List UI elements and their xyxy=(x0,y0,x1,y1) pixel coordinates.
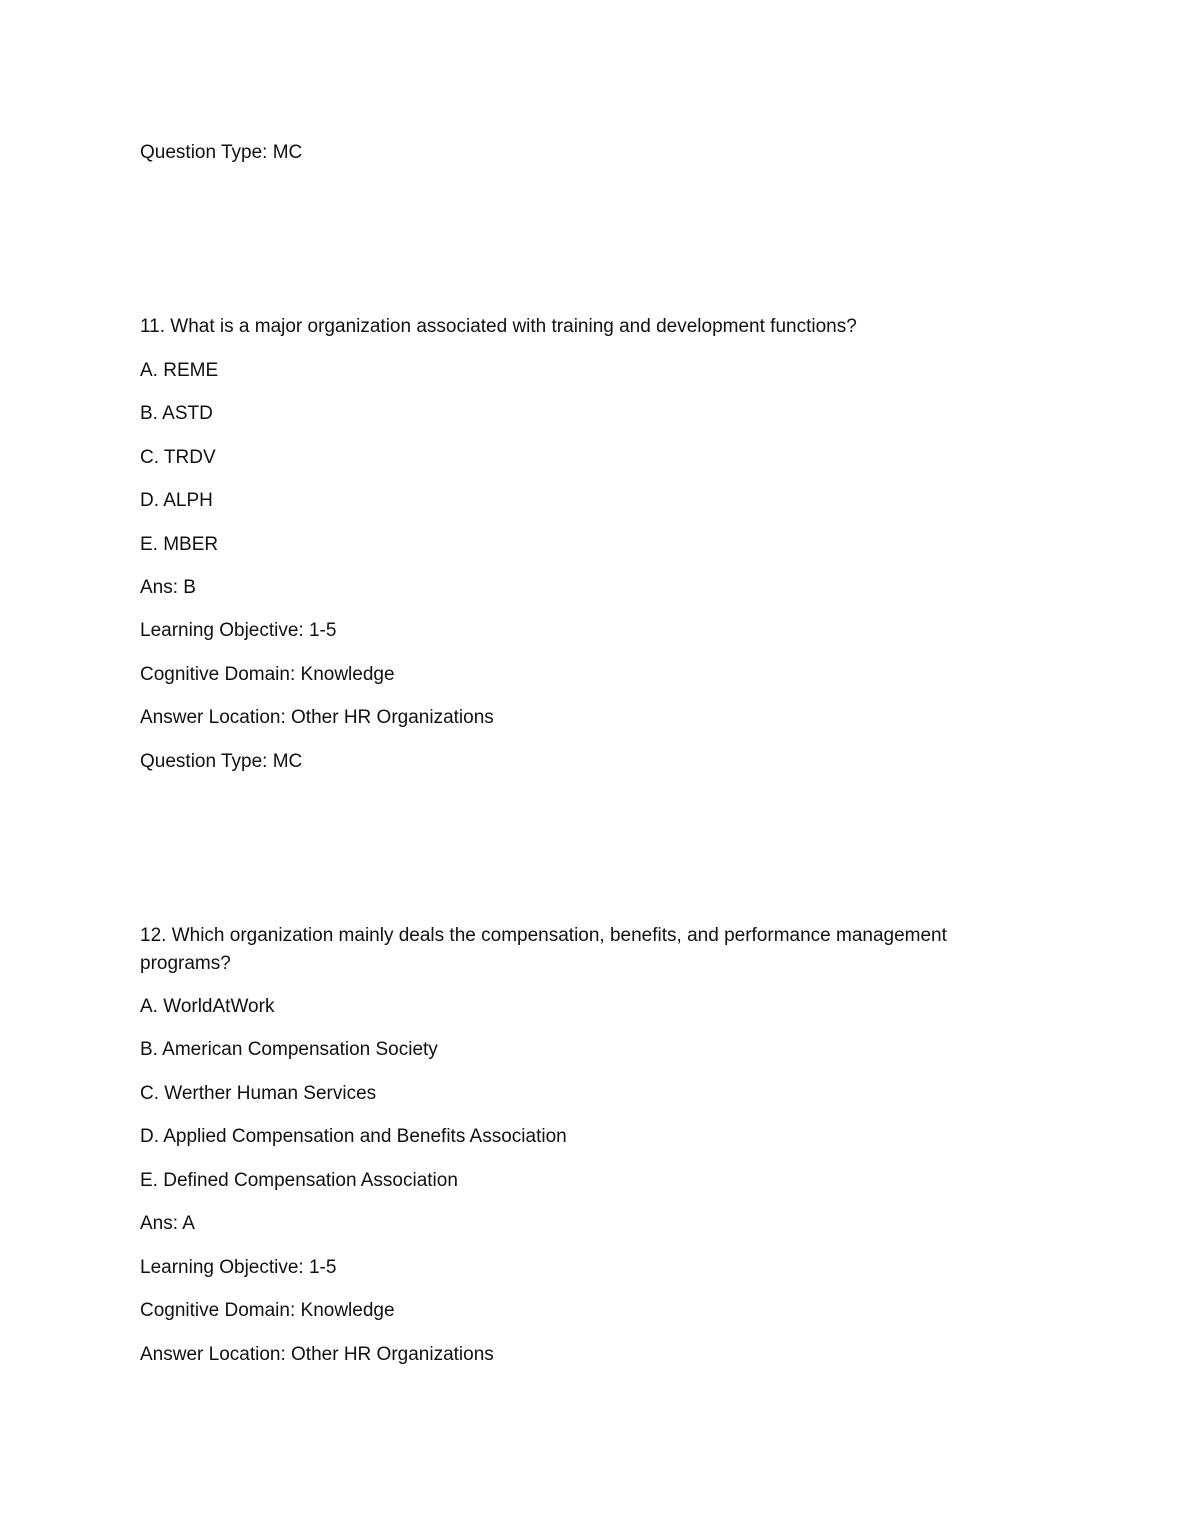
option-c: C. TRDV xyxy=(140,447,216,468)
answer-location: Answer Location: Other HR Organizations xyxy=(140,1344,494,1365)
option-c: C. Werther Human Services xyxy=(140,1083,377,1104)
cognitive-domain: Cognitive Domain: Knowledge xyxy=(140,1300,395,1321)
option-a: A. WorldAtWork xyxy=(140,996,275,1017)
learning-objective: Learning Objective: 1-5 xyxy=(140,620,337,641)
question-type: Question Type: MC xyxy=(140,751,303,772)
answer: Ans: A xyxy=(140,1213,195,1234)
option-d: D. ALPH xyxy=(140,490,213,511)
option-a: A. REME xyxy=(140,360,219,381)
cognitive-domain: Cognitive Domain: Knowledge xyxy=(140,664,395,685)
answer-location: Answer Location: Other HR Organizations xyxy=(140,707,494,728)
question-stem: 11. What is a major organization associated with training and development functions? xyxy=(140,316,857,337)
learning-objective: Learning Objective: 1-5 xyxy=(140,1257,337,1278)
answer: Ans: B xyxy=(140,577,196,598)
question-stem: 12. Which organization mainly deals the compensation, benefits, and performance management programs? xyxy=(140,925,947,974)
question-type: Question Type: MC xyxy=(140,142,303,163)
option-b: B. American Compensation Society xyxy=(140,1039,438,1060)
option-e: E. Defined Compensation Association xyxy=(140,1170,458,1191)
option-b: B. ASTD xyxy=(140,403,213,424)
option-e: E. MBER xyxy=(140,534,219,555)
option-d: D. Applied Compensation and Benefits Association xyxy=(140,1126,567,1147)
